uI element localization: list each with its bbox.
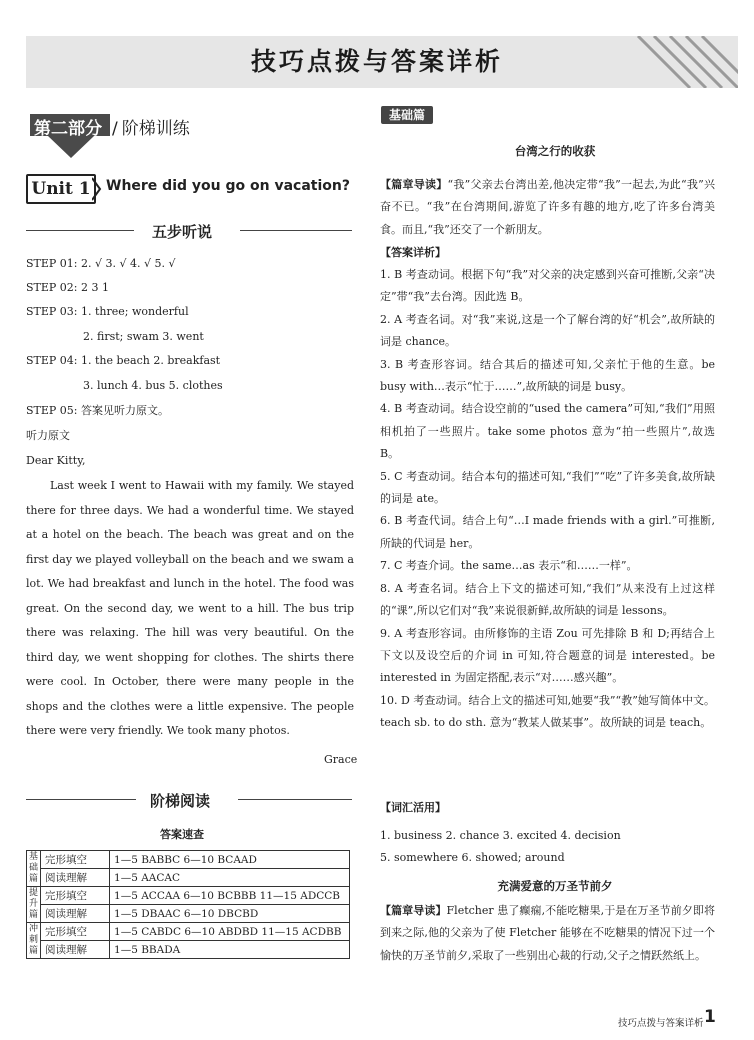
passage-guide: 【篇章导读】Fletcher 患了癫痫,不能吃糖果,于是在万圣节前夕即将到来之际,他的父亲为了使 Fletcher 能够在不吃糖果的情况下过一个愉快的万圣节前夕,采取了一些别出心裁的行动,父子之情跃然纸上。 bbox=[380, 904, 716, 962]
step-line: STEP 05: 答案见听力原文。 bbox=[26, 404, 169, 417]
answer-item: 2. A 考查名词。对“我”来说,这是一个了解台湾的好“机会”,故所缺的词是 chance。 bbox=[380, 312, 715, 349]
table-cell-type: 阅读理解 bbox=[41, 905, 110, 923]
table-row bbox=[27, 869, 350, 887]
table-cell-group: 提升篇 bbox=[27, 887, 41, 923]
answer-explanations bbox=[380, 264, 715, 735]
answer-item: 3. B 考查形容词。结合其后的描述可知,父亲忙于他的生意。be busy with…表示“忙于……”,故所缺的词是 busy。 bbox=[380, 357, 715, 394]
passage-title: 台湾之行的收获 bbox=[514, 144, 596, 158]
divider bbox=[26, 230, 134, 231]
passage-title: 充满爱意的万圣节前夕 bbox=[497, 879, 613, 893]
letter-body: Last week I went to Hawaii with my family. We stayed there for three days. We had a wonderful time. We stayed at a hotel on the beach. The beach was great and on the first day we played volleyball on the beach and we swam a lot. We had breakfast and lunch in the hotel. The food was great. On the second day, we went to a hill. The bus trip there was relaxing. The hill was very beautiful. On the third day, we went shopping for clothes. The shirts there were cool. In October, there were many people in the shops and the clothes were a little expensive. The people there were very friendly. We took many photos. bbox=[26, 479, 354, 737]
step-line: 3. lunch 4. bus 5. clothes bbox=[83, 379, 223, 392]
reading-heading: 阶梯阅读 bbox=[150, 792, 211, 810]
vocab-line: 1. business 2. chance 3. excited 4. decision bbox=[380, 829, 621, 842]
transcript-label: 听力原文 bbox=[26, 429, 70, 442]
table-cell-type: 阅读理解 bbox=[41, 869, 110, 887]
table-row bbox=[27, 923, 350, 941]
table-cell-answers: 1—5 BABBC 6—10 BCAAD bbox=[110, 851, 350, 869]
divider bbox=[238, 799, 352, 800]
part-subtitle: / 阶梯训练 bbox=[112, 119, 190, 139]
answer-item: 6. B 考查代词。结合上句“…I made friends with a girl.”可推断,所缺的代词是 her。 bbox=[380, 514, 715, 550]
answer-item: 8. A 考查名词。结合上下文的描述可知,“我们”从来没有上过这样的“课”,所以它们对“我”来说很新鲜,故所缺的词是 lessons。 bbox=[380, 581, 715, 618]
unit-label: Unit 1 bbox=[26, 174, 96, 204]
divider bbox=[26, 799, 136, 800]
table-row bbox=[27, 905, 350, 923]
table-cell-answers: 1—5 ACCAA 6—10 BCBBB 11—15 ADCCB bbox=[110, 887, 350, 905]
table-row bbox=[27, 941, 350, 959]
answer-table-title: 答案速查 bbox=[160, 828, 204, 841]
step-line: 2. first; swam 3. went bbox=[83, 330, 204, 343]
vocab-line: 5. somewhere 6. showed; around bbox=[380, 851, 565, 864]
step-line: STEP 04: 1. the beach 2. breakfast bbox=[26, 354, 221, 367]
unit-arrow bbox=[92, 176, 102, 202]
page-number: 1 bbox=[704, 1007, 716, 1027]
divider bbox=[240, 230, 352, 231]
table-cell-answers: 1—5 AACAC bbox=[110, 869, 350, 887]
table-cell-answers: 1—5 CABDC 6—10 ABDBD 11—15 ACDBB bbox=[110, 923, 350, 941]
table-cell-type: 完形填空 bbox=[41, 851, 110, 869]
section-badge: 基础篇 bbox=[381, 106, 433, 124]
part-label: 第二部分 bbox=[34, 119, 102, 139]
unit-title: Where did you go on vacation? bbox=[106, 178, 350, 194]
part-banner-arrow bbox=[48, 136, 94, 158]
answers-label: 【答案详析】 bbox=[380, 246, 446, 259]
page-header-title: 技巧点拨与答案详析 bbox=[250, 47, 503, 76]
table-cell-answers: 1—5 BBADA bbox=[110, 941, 350, 959]
answer-item: 9. A 考查形容词。由所修饰的主语 Zou 可先排除 B 和 D;再结合上下文以及设空后的介词 in 可知,符合题意的词是 interested。be interested in 为固定搭配,表示“对……感兴趣”。 bbox=[380, 626, 715, 685]
table-cell-answers: 1—5 DBAAC 6—10 DBCBD bbox=[110, 905, 350, 923]
table-cell-group: 冲刺篇 bbox=[27, 923, 41, 959]
answer-item: 1. B 考查动词。根据下句“我”对父亲的决定感到兴奋可推断,父亲“决定”带“我”去台湾。因此选 B。 bbox=[380, 268, 715, 304]
vocab-label: 【词汇活用】 bbox=[380, 801, 446, 814]
table-row bbox=[27, 851, 350, 869]
passage-guide: 【篇章导读】“我”父亲去台湾出差,他决定带“我”一起去,为此“我”兴奋不已。“我”在台湾期间,游览了许多有趣的地方,吃了许多台湾美食。而且,“我”还交了一个新朋友。 bbox=[380, 178, 716, 236]
step-line: STEP 03: 1. three; wonderful bbox=[26, 305, 189, 318]
listening-heading: 五步听说 bbox=[152, 223, 213, 241]
answer-item: 4. B 考查动词。结合设空前的“used the camera”可知,“我们”用照相机拍了一些照片。take some photos 意为“拍一些照片”,故选 B。 bbox=[380, 402, 715, 461]
letter-signature: Grace bbox=[324, 753, 358, 766]
answer-item: 7. C 考查介词。the same…as 表示“和……一样”。 bbox=[380, 559, 638, 573]
step-line: STEP 01: 2. √ 3. √ 4. √ 5. √ bbox=[26, 257, 176, 270]
table-cell-type: 阅读理解 bbox=[41, 941, 110, 959]
answer-item: 10. D 考查动词。结合上文的描述可知,她要“我”“教”她写简体中文。teach sb. to do sth. 意为“教某人做某事”。故所缺的词是 teach。 bbox=[380, 693, 715, 730]
letter-greeting: Dear Kitty, bbox=[26, 454, 86, 467]
table-cell-type: 完形填空 bbox=[41, 923, 110, 941]
answer-table bbox=[26, 850, 350, 959]
step-line: STEP 02: 2 3 1 bbox=[26, 281, 109, 294]
table-cell-group: 基础篇 bbox=[27, 851, 41, 887]
answer-item: 5. C 考查动词。结合本句的描述可知,“我们”“吃”了许多美食,故所缺的词是 ate。 bbox=[380, 469, 715, 506]
table-cell-type: 完形填空 bbox=[41, 887, 110, 905]
footer-text: 技巧点拨与答案详析 bbox=[618, 1018, 704, 1029]
table-row bbox=[27, 887, 350, 905]
